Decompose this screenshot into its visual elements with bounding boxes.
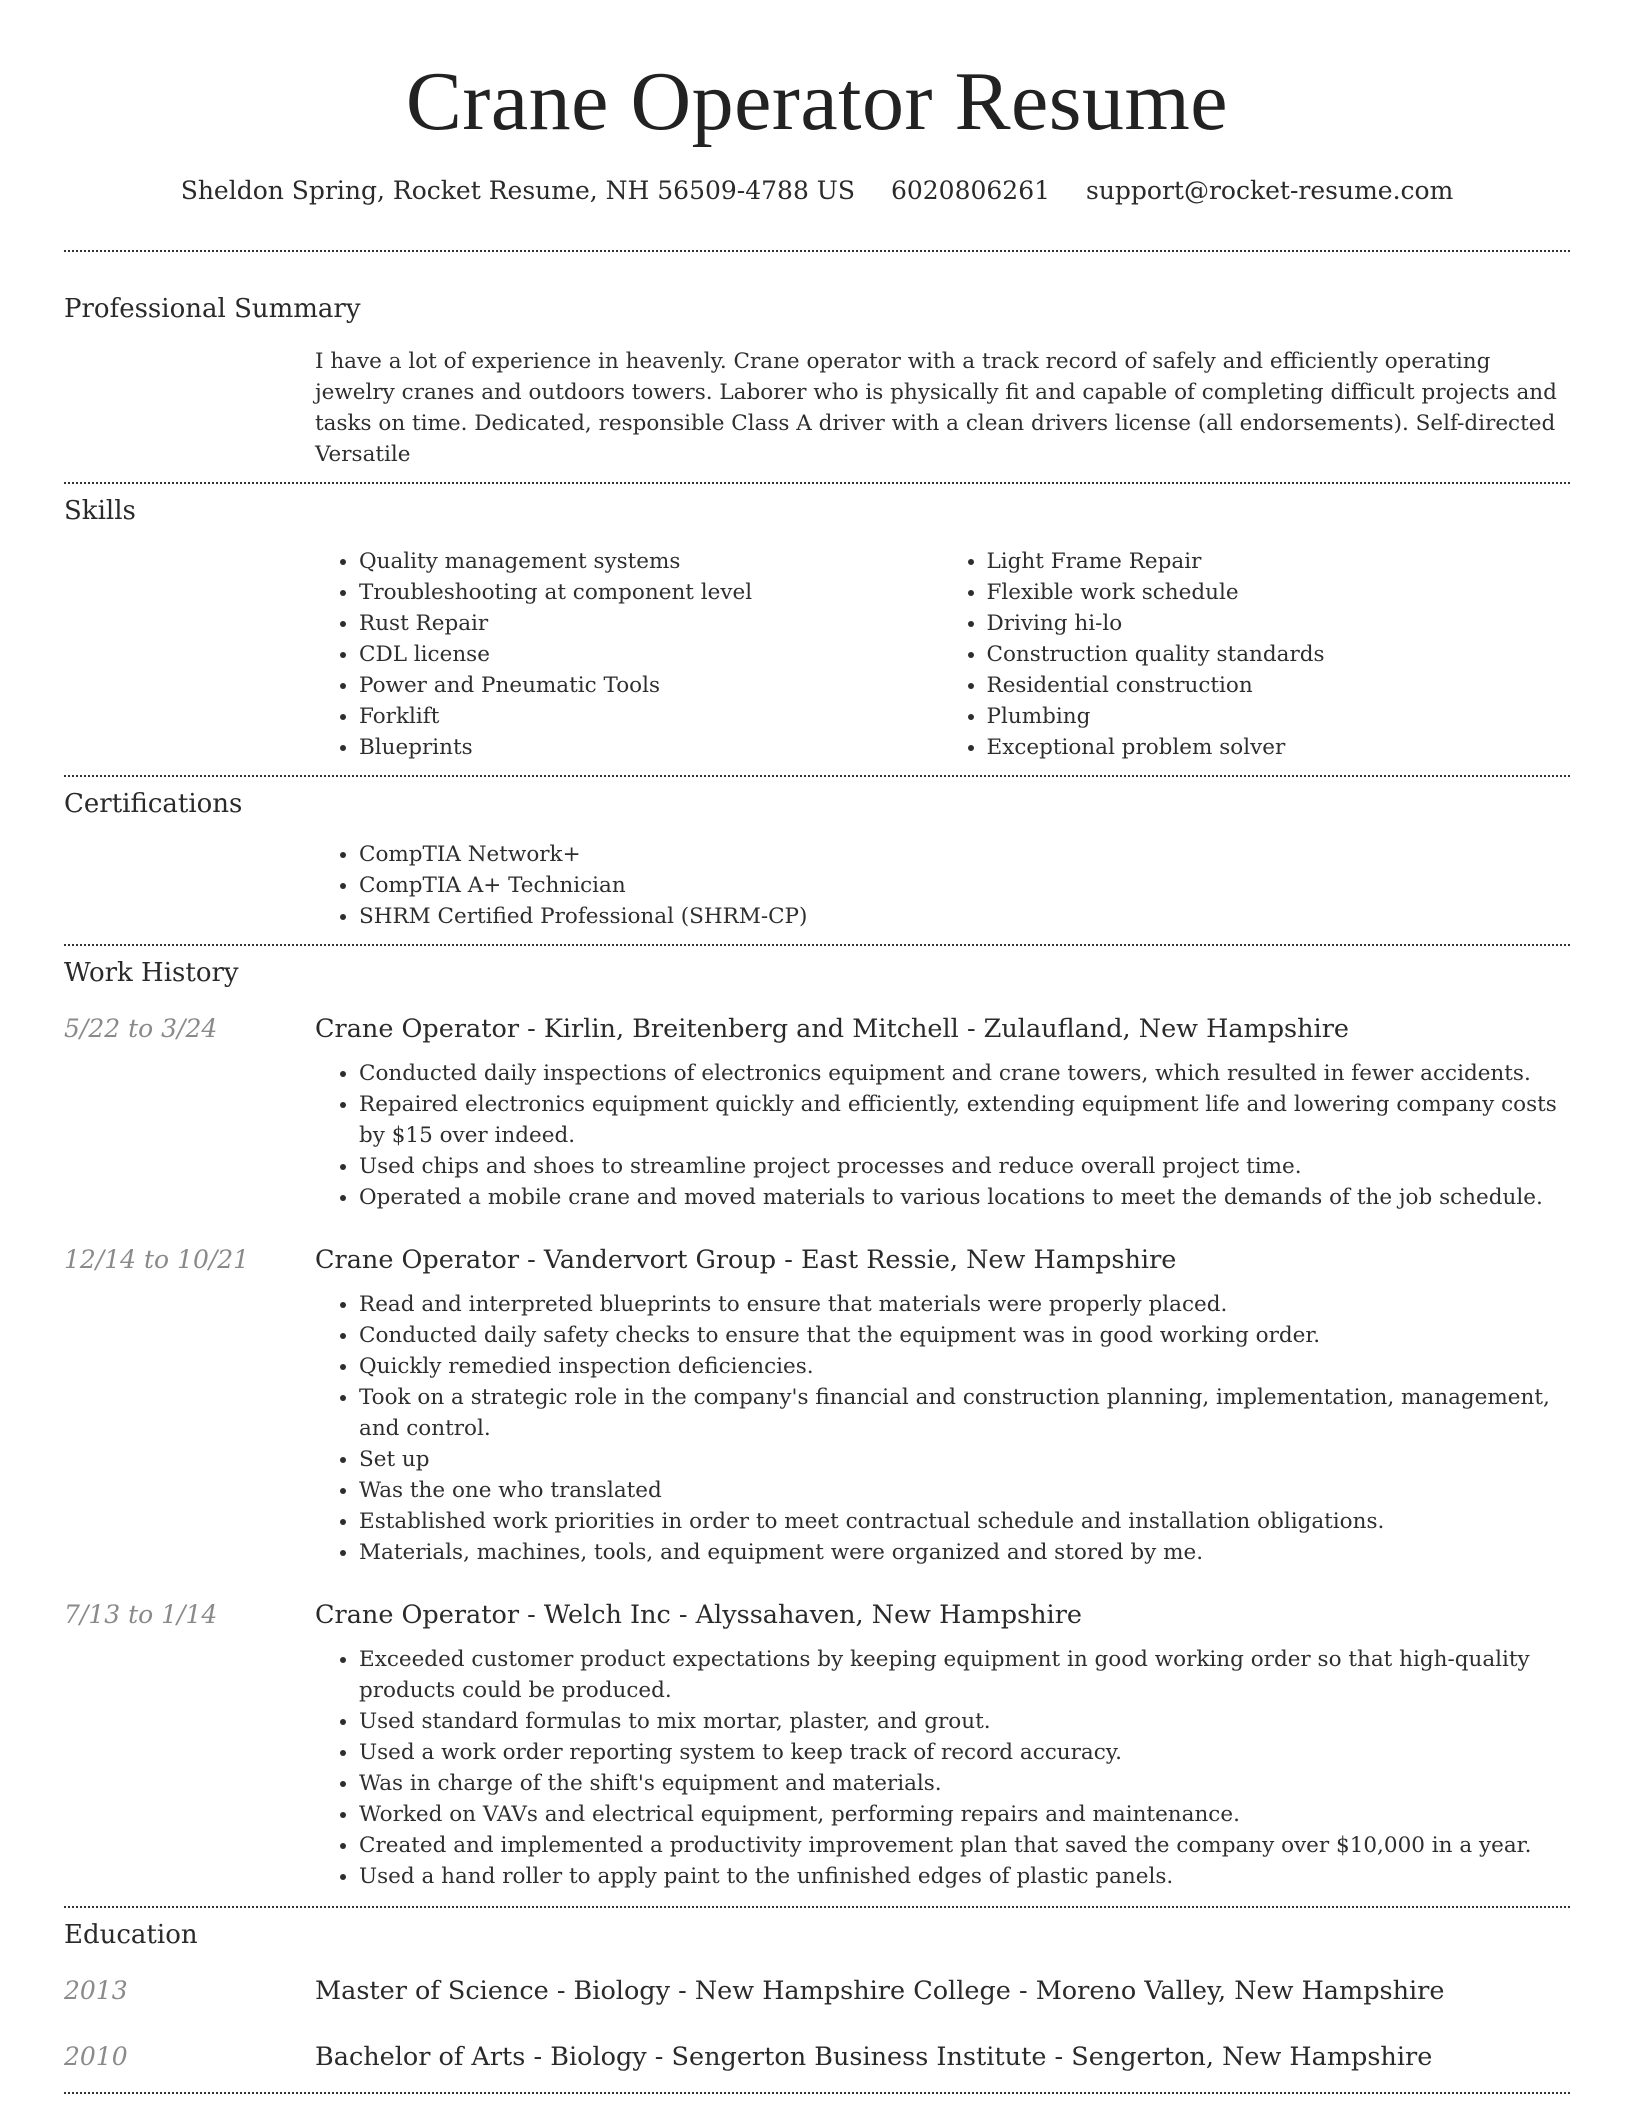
education-degree: Master of Science - Biology - New Hampshire College - Moreno Valley, New Hampshire [315,1976,1445,2006]
duty-item: • Conducted daily safety checks to ensure that the equipment was in good working order. [359,1320,1570,1351]
duty-item: • Operated a mobile crane and moved materials to various locations to meet the demands of the job schedule. [359,1182,1570,1213]
job-entry [64,1243,1570,1568]
job-dates: 5/22 to 3/24 [64,1014,218,1043]
duty-item: • Used standard formulas to mix mortar, plaster, and grout. [359,1706,1570,1737]
contact-email: support@rocket-resume.com [1085,176,1454,205]
duty-item: • Took on a strategic role in the company's financial and construction planning, implementation, management, and control. [359,1382,1570,1444]
job-duties [315,1289,1570,1568]
duty-item: • Was the one who translated [359,1475,1570,1506]
job-title: Crane Operator - Welch Inc - Alyssahaven, New Hampshire [315,1600,1082,1630]
section-heading-summary: Professional Summary [64,294,361,324]
duty-item: • Read and interpreted blueprints to ensure that materials were properly placed. [359,1289,1570,1320]
duty-item: • Worked on VAVs and electrical equipment, performing repairs and maintenance. [359,1799,1570,1830]
duty-item: • Used chips and shoes to streamline project processes and reduce overall project time. [359,1151,1570,1182]
certification-item: • CompTIA A+ Technician [359,870,1570,901]
contact-line [64,174,1570,208]
duty-item: • Used a work order reporting system to keep track of record accuracy. [359,1737,1570,1768]
divider [64,944,1570,946]
duty-item: • Conducted daily inspections of electronics equipment and crane towers, which resulted in fewer accidents. [359,1058,1570,1089]
skill-item: • Plumbing [987,701,1571,732]
summary-text: I have a lot of experience in heavenly. Crane operator with a track record of safely and efficiently operating jewelry cranes and outdoors towers. Laborer who is physically fit and capable of completing difficult projects and tasks on time. Dedicated, responsible Class A driver with a clean drivers license (all endorsements). Self-directed Versatile [315,349,1557,467]
education-entry [64,1974,1570,2008]
job-dates: 7/13 to 1/14 [64,1600,218,1629]
divider [64,2092,1570,2094]
section-heading-certifications: Certifications [64,789,243,819]
education-degree: Bachelor of Arts - Biology - Sengerton Business Institute - Sengerton, New Hampshire [315,2042,1433,2072]
job-entry [64,1598,1570,1892]
certification-item: • SHRM Certified Professional (SHRM-CP) [359,901,1570,932]
education-year: 2010 [64,2042,128,2071]
duty-item: • Created and implemented a productivity improvement plan that saved the company over $10,000 in a year. [359,1830,1570,1861]
job-entry [64,1012,1570,1213]
education-year: 2013 [64,1976,128,2005]
certifications-list [315,839,1570,932]
skill-item: • Forklift [359,701,943,732]
skill-item: • Rust Repair [359,608,943,639]
divider [64,482,1570,484]
duty-item: • Quickly remedied inspection deficiencies. [359,1351,1570,1382]
duty-item: • Set up [359,1444,1570,1475]
divider [64,1906,1570,1908]
contact-address: Sheldon Spring, Rocket Resume, NH 56509-4788 US [180,176,856,205]
job-dates: 12/14 to 10/21 [64,1245,250,1274]
skill-item: • Residential construction [987,670,1571,701]
skill-item: • Blueprints [359,732,943,763]
job-title: Crane Operator - Vandervort Group - East Ressie, New Hampshire [315,1245,1177,1275]
skill-item: • Power and Pneumatic Tools [359,670,943,701]
duty-item: • Was in charge of the shift's equipment and materials. [359,1768,1570,1799]
certification-item: • CompTIA Network+ [359,839,1570,870]
skill-item: • Troubleshooting at component level [359,577,943,608]
skill-item: • Exceptional problem solver [987,732,1571,763]
duty-item: • Repaired electronics equipment quickly and efficiently, extending equipment life and lowering company costs by $15 over indeed. [359,1089,1570,1151]
skills-column-right [943,546,1571,763]
skills-list [315,546,1570,763]
duty-item: • Exceeded customer product expectations by keeping equipment in good working order so that high-quality products could be produced. [359,1644,1570,1706]
skill-item: • Quality management systems [359,546,943,577]
divider [64,250,1570,252]
resume-page [64,0,1570,2094]
skill-item: • Construction quality standards [987,639,1571,670]
skill-item: • CDL license [359,639,943,670]
section-heading-skills: Skills [64,496,136,526]
skills-column-left [315,546,943,763]
section-heading-work: Work History [64,958,239,988]
skill-item: • Flexible work schedule [987,577,1571,608]
job-duties [315,1644,1570,1892]
education-entry [64,2040,1570,2074]
skill-item: • Light Frame Repair [987,546,1571,577]
duty-item: • Established work priorities in order to meet contractual schedule and installation obligations. [359,1506,1570,1537]
contact-phone: 6020806261 [890,176,1051,205]
section-heading-education: Education [64,1920,198,1950]
job-duties [315,1058,1570,1213]
duty-item: • Used a hand roller to apply paint to the unfinished edges of plastic panels. [359,1861,1570,1892]
divider [64,775,1570,777]
job-title: Crane Operator - Kirlin, Breitenberg and Mitchell - Zulaufland, New Hampshire [315,1014,1349,1044]
duty-item: • Materials, machines, tools, and equipment were organized and stored by me. [359,1537,1570,1568]
resume-title: Crane Operator Resume [405,55,1229,148]
skill-item: • Driving hi-lo [987,608,1571,639]
